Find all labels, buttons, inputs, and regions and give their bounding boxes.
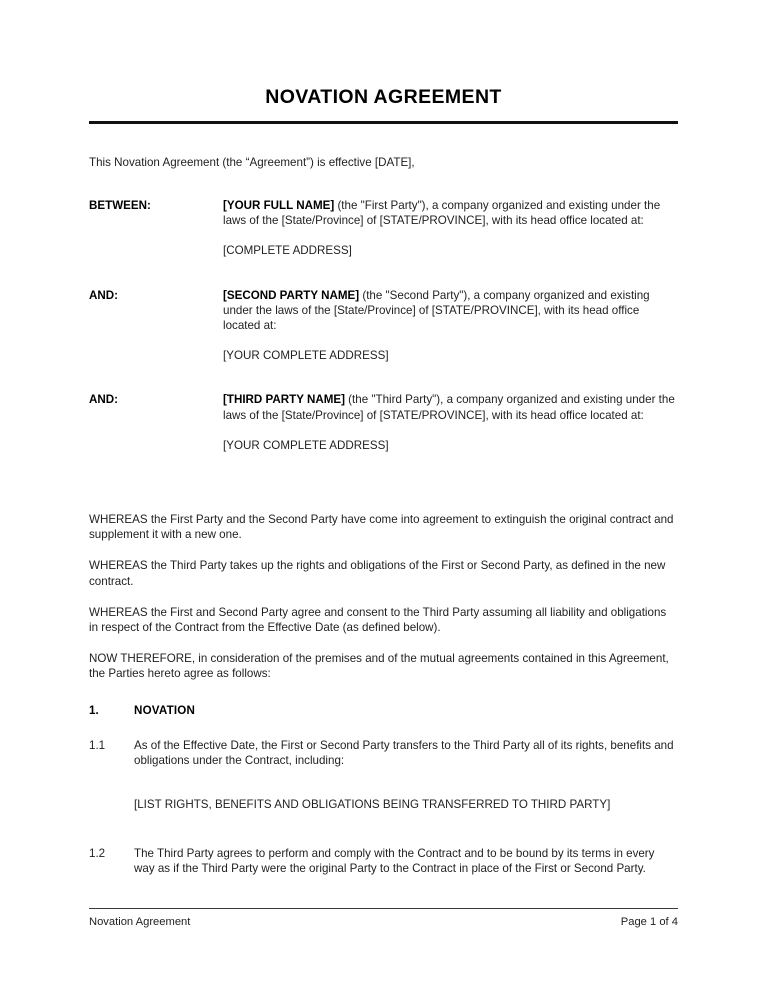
party-address-third: [YOUR COMPLETE ADDRESS] bbox=[223, 438, 389, 452]
party-label-and-third: AND: bbox=[89, 393, 118, 407]
party-spacer-1 bbox=[89, 259, 678, 288]
recital-paragraph: WHEREAS the Third Party takes up the rights and obligations of the First or Second Party, as defined in the new contract. bbox=[89, 559, 666, 588]
party-block-first bbox=[89, 198, 678, 259]
parties-section bbox=[89, 198, 678, 453]
party-description-third: (the "Third Party"), a company organized and existing under the laws of the [State/Province] of [STATE/PROVINCE], with its head office located at: bbox=[223, 393, 675, 422]
clause-1-1-placeholder: [LIST RIGHTS, BENEFITS AND OBLIGATIONS BEING TRANSFERRED TO THIRD PARTY] bbox=[134, 797, 611, 811]
party-address-first: [COMPLETE ADDRESS] bbox=[223, 244, 352, 258]
footer-divider bbox=[89, 908, 678, 909]
clause-1-1 bbox=[89, 738, 678, 768]
party-address-second: [YOUR COMPLETE ADDRESS] bbox=[223, 349, 389, 363]
clause-text: As of the Effective Date, the First or Second Party transfers to the Third Party all of its rights, benefits and obligations under the Contract, including: bbox=[134, 739, 674, 768]
recital-paragraph: WHEREAS the First Party and the Second Party have come into agreement to extinguish the original contract and supplement it with a new one. bbox=[89, 513, 674, 542]
section-title: NOVATION bbox=[134, 704, 196, 717]
party-body-first bbox=[223, 198, 678, 259]
party-body-third bbox=[223, 392, 678, 453]
page-title: NOVATION AGREEMENT bbox=[265, 86, 502, 108]
party-label-between: BETWEEN: bbox=[89, 199, 151, 212]
clause-1-2 bbox=[89, 846, 678, 876]
clause-spacer bbox=[89, 812, 678, 846]
party-label-and-second: AND: bbox=[89, 288, 118, 302]
now-therefore-paragraph: NOW THEREFORE, in consideration of the premises and of the mutual agreements contained in this Agreement, the Parties hereto agree as follows: bbox=[89, 652, 669, 681]
party-description-first: (the "First Party"), a company organized and existing under the laws of the [State/Province] of [STATE/PROVINCE], with its head office located at: bbox=[223, 199, 661, 228]
title-divider bbox=[89, 121, 678, 124]
section-number: 1. bbox=[89, 704, 99, 717]
clause-text: The Third Party agrees to perform and comply with the Contract and to be bound by its terms in every way as if the Third Party were the original Party to the Contract in place of the First or Second Party. bbox=[134, 846, 655, 876]
footer-document-name: Novation Agreement bbox=[89, 916, 191, 928]
recitals-section bbox=[89, 512, 678, 682]
clause-number: 1.2 bbox=[89, 846, 106, 860]
recital-paragraph: WHEREAS the First and Second Party agree and consent to the Third Party assuming all liability and obligations in respect of the Contract from the Effective Date (as defined below). bbox=[89, 605, 667, 635]
party-block-second bbox=[89, 288, 678, 364]
party-description-second: (the "Second Party"), a company organized and existing under the laws of the [State/Province] of [STATE/PROVINCE], with its head office located at: bbox=[223, 288, 650, 333]
party-spacer-2 bbox=[89, 363, 678, 392]
party-name-third: [THIRD PARTY NAME] bbox=[223, 393, 345, 407]
clauses-section bbox=[89, 703, 678, 876]
page-footer bbox=[89, 915, 678, 930]
party-body-second bbox=[223, 288, 678, 364]
footer-page-number: Page 1 of 4 bbox=[620, 916, 678, 928]
clause-number: 1.1 bbox=[89, 739, 106, 753]
party-block-third bbox=[89, 392, 678, 453]
party-name-second: [SECOND PARTY NAME] bbox=[223, 288, 360, 302]
section-heading-novation bbox=[89, 703, 678, 718]
intro-paragraph: This Novation Agreement (the “Agreement”) is effective [DATE], bbox=[89, 156, 415, 169]
party-name-first: [YOUR FULL NAME] bbox=[223, 199, 335, 212]
